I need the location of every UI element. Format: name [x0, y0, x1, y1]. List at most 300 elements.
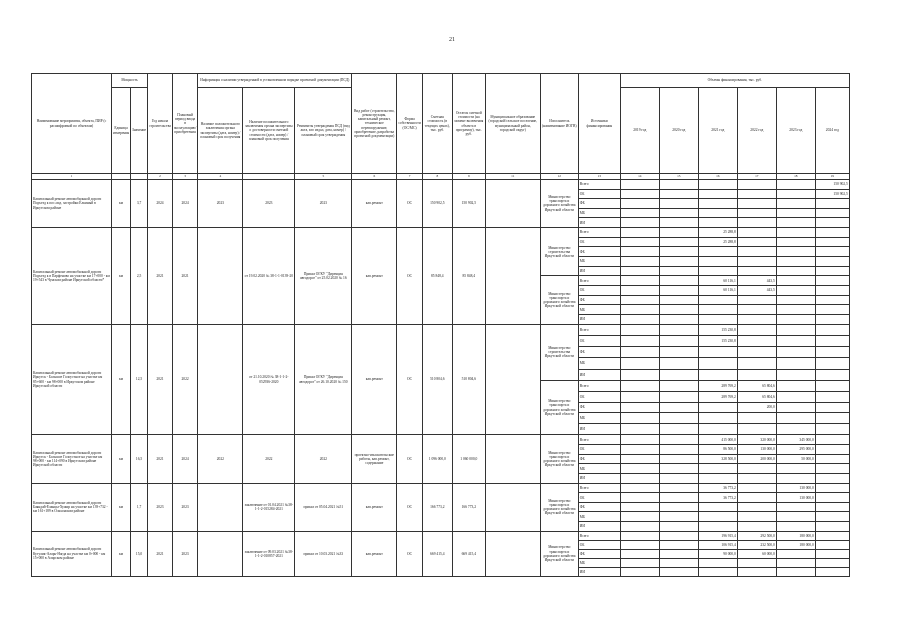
cost-conclusion: от 21.10.2020 № 38-1-1-2-052936-2020	[243, 324, 295, 434]
funding-amount	[737, 227, 776, 237]
funding-amount	[659, 444, 698, 454]
table-row	[32, 324, 850, 335]
table-row	[32, 483, 850, 493]
funding-source: ФБ	[578, 295, 620, 305]
funding-amount: 25 288,8	[698, 237, 737, 247]
funding-amount	[659, 336, 698, 347]
estimated-cost: 510 804,6	[422, 324, 452, 434]
funding-amount	[776, 257, 815, 267]
funding-amount	[776, 558, 815, 567]
column-number: 2	[148, 174, 173, 180]
funding-amount	[659, 208, 698, 218]
funding-amount	[698, 464, 737, 474]
funding-amount	[776, 424, 815, 435]
funding-amount: 328 500,0	[698, 454, 737, 464]
municipality	[485, 180, 540, 228]
capacity-unit: км	[112, 324, 131, 434]
capacity-unit: км	[112, 227, 131, 324]
funding-amount	[815, 531, 849, 540]
funding-source: ФБ	[578, 502, 620, 512]
page-number: 21	[449, 37, 455, 43]
header-year-2024: 2024 год	[815, 88, 849, 174]
funding-source: МБ	[578, 464, 620, 474]
funding-source: ИИ	[578, 424, 620, 435]
funding-amount	[659, 512, 698, 522]
funding-amount	[737, 522, 776, 532]
funding-amount	[659, 199, 698, 209]
funding-amount	[659, 493, 698, 503]
funding-amount	[659, 473, 698, 483]
expert-conclusion	[198, 531, 243, 576]
planned-period: 2024	[172, 435, 198, 483]
table-row	[32, 435, 850, 445]
column-number: 17	[737, 174, 776, 180]
start-year: 2021	[148, 531, 173, 576]
funding-amount	[620, 218, 659, 228]
funding-source: ОБ	[578, 189, 620, 199]
funding-source: ОБ	[578, 444, 620, 454]
funding-amount	[659, 402, 698, 413]
funding-amount	[659, 257, 698, 267]
funding-amount	[620, 227, 659, 237]
cost-conclusion: 2022	[243, 435, 295, 483]
capacity-unit: км	[112, 180, 131, 228]
start-year: 2021	[148, 435, 173, 483]
funding-amount	[815, 305, 849, 315]
funding-source: МБ	[578, 305, 620, 315]
funding-amount	[698, 347, 737, 358]
funding-amount: 295 000,0	[776, 444, 815, 454]
estimated-cost: 85 848,4	[422, 227, 452, 324]
funding-source: Всего	[578, 227, 620, 237]
funding-amount	[737, 266, 776, 276]
funding-amount: 130 000,0	[776, 493, 815, 503]
funding-amount: 443,5	[737, 286, 776, 296]
funding-amount	[776, 276, 815, 286]
funding-source: ИИ	[578, 567, 620, 576]
funding-source: ОБ	[578, 493, 620, 503]
column-number: 8	[422, 174, 452, 180]
funding-amount	[620, 483, 659, 493]
funding-source: ФБ	[578, 402, 620, 413]
header-remaining-cost: Остаток сметной стоимости (на момент включения объекта в программу), тыс. руб.	[452, 74, 485, 174]
funding-amount	[815, 380, 849, 391]
funding-amount	[776, 324, 815, 335]
table-row	[32, 180, 850, 190]
funding-amount	[620, 413, 659, 424]
remaining-cost: 85 848,4	[452, 227, 485, 324]
expert-conclusion	[198, 227, 243, 324]
funding-amount	[698, 315, 737, 325]
funding-amount	[815, 424, 849, 435]
funding-amount	[620, 502, 659, 512]
header-unit: Единица измерения	[112, 88, 131, 174]
funding-amount	[659, 347, 698, 358]
funding-amount	[737, 315, 776, 325]
funding-amount	[815, 347, 849, 358]
funding-amount: 232 500,0	[737, 540, 776, 549]
funding-amount	[815, 444, 849, 454]
funding-amount: 345 000,0	[776, 435, 815, 445]
header-year-2021: 2021 год	[698, 88, 737, 174]
object-name: Капитальный ремонт автомобильной дороги Подъезд к в Парфеново на участке км 17+000 - км 19+543 в Чунском районе Иркутской области*	[32, 227, 112, 324]
funding-amount	[737, 237, 776, 247]
psd-approval: Приказ ОГКУ "Дирекция автодорог" от 25.02.2020 № 16	[295, 227, 352, 324]
funding-amount	[737, 483, 776, 493]
funding-source: МБ	[578, 512, 620, 522]
funding-amount	[620, 305, 659, 315]
funding-amount: 65 804,6	[737, 391, 776, 402]
funding-amount	[737, 464, 776, 474]
funding-amount	[776, 358, 815, 369]
funding-amount	[659, 276, 698, 286]
funding-amount	[620, 402, 659, 413]
funding-amount	[737, 347, 776, 358]
funding-amount	[698, 180, 737, 190]
funding-source: ФБ	[578, 347, 620, 358]
column-number: 18	[776, 174, 815, 180]
funding-amount	[620, 247, 659, 257]
funding-amount	[620, 266, 659, 276]
ownership: ОС	[397, 180, 422, 228]
funding-amount	[620, 493, 659, 503]
column-number: 11	[485, 174, 540, 180]
header-estimated-cost: Сметная стоимость (в текущих ценах), тыс. руб.	[422, 74, 452, 174]
funding-source: ОБ	[578, 540, 620, 549]
column-number: 16	[698, 174, 737, 180]
funding-amount	[620, 567, 659, 576]
header-psd-info: Информация о наличии утвержденной в установленном порядке проектной документации (ПСД)	[198, 74, 352, 88]
remaining-cost: 150 902,5	[452, 180, 485, 228]
funding-amount	[737, 295, 776, 305]
funding-amount	[698, 295, 737, 305]
header-planned-period: Плановый период ввода в эксплуатацию/приобретения	[172, 74, 198, 174]
funding-amount	[659, 305, 698, 315]
funding-amount	[815, 502, 849, 512]
funding-amount	[698, 413, 737, 424]
header-name: Наименование мероприятия, объекта, ПИР (с расшифровкой по объектам)	[32, 74, 112, 174]
column-number: 1	[32, 174, 112, 180]
expert-conclusion: 2023	[198, 180, 243, 228]
funding-amount	[737, 358, 776, 369]
funding-amount	[776, 227, 815, 237]
funding-amount: 200,0	[737, 402, 776, 413]
funding-amount	[620, 531, 659, 540]
funding-amount	[737, 180, 776, 190]
funding-source: МБ	[578, 257, 620, 267]
funding-amount	[620, 189, 659, 199]
expert-conclusion	[198, 483, 243, 531]
funding-source: ИИ	[578, 522, 620, 532]
funding-amount	[815, 464, 849, 474]
funding-amount	[815, 522, 849, 532]
funding-amount	[659, 531, 698, 540]
funding-amount	[776, 336, 815, 347]
work-type: кап.ремонт	[352, 227, 397, 324]
funding-amount	[815, 558, 849, 567]
funding-amount	[698, 522, 737, 532]
funding-amount	[659, 391, 698, 402]
funding-amount	[659, 435, 698, 445]
funding-amount	[776, 380, 815, 391]
municipality	[485, 324, 540, 434]
header-municipality: Муниципальное образование (городской/сельское поселение, муниципальный район, городской округ)	[485, 74, 540, 174]
funding-amount	[776, 199, 815, 209]
funding-amount	[815, 336, 849, 347]
planned-period: 2022	[172, 324, 198, 434]
work-type: кап.ремонт	[352, 324, 397, 434]
funding-amount: 415 000,0	[698, 435, 737, 445]
funding-amount: 320 000,0	[737, 435, 776, 445]
funding-amount	[620, 358, 659, 369]
remaining-cost: 510 804,6	[452, 324, 485, 434]
start-year: 2023	[148, 483, 173, 531]
funding-source: ИИ	[578, 369, 620, 380]
funding-amount: 60 116,1	[698, 276, 737, 286]
header-cost-conclusion: Наличие положительного заключения органа экспертизы о достоверности сметной стоимости (дата, номер) / плановый срок получения	[243, 88, 295, 174]
funding-amount	[620, 464, 659, 474]
header-value: Значение	[131, 88, 148, 174]
funding-amount	[659, 502, 698, 512]
funding-source: ОБ	[578, 237, 620, 247]
funding-amount	[659, 464, 698, 474]
capacity-value: 3,7	[131, 180, 148, 228]
funding-amount	[737, 512, 776, 522]
planned-period: 2023	[172, 483, 198, 531]
funding-amount	[620, 315, 659, 325]
column-number: 5	[295, 174, 352, 180]
funding-amount: 155 230,8	[698, 336, 737, 347]
funding-amount: 25 288,8	[698, 227, 737, 237]
funding-amount	[737, 369, 776, 380]
capacity-value: 15,0	[131, 531, 148, 576]
funding-amount	[776, 391, 815, 402]
funding-amount	[659, 358, 698, 369]
header-psd-approval: Реквизиты утверждения ПСД (вид акта, кто издал, дата, номер) / плановый срок утверждения	[295, 88, 352, 174]
psd-approval: 2022	[295, 435, 352, 483]
object-name: Капитальный ремонт автомобильной дороги Кутулик-Аларь-Нагда на участке км 0+000 - км 15+000 в Аларском районе	[32, 531, 112, 576]
funding-amount	[815, 266, 849, 276]
funding-amount	[815, 324, 849, 335]
funding-amount	[815, 402, 849, 413]
funding-amount	[737, 208, 776, 218]
funding-amount	[815, 435, 849, 445]
column-number: 15	[659, 174, 698, 180]
funding-amount: 443,5	[737, 276, 776, 286]
funding-amount: 180 000,0	[776, 540, 815, 549]
planned-period: 2023	[172, 531, 198, 576]
funding-amount: 106 915,4	[698, 540, 737, 549]
funding-amount	[698, 218, 737, 228]
funding-amount: 60 116,1	[698, 286, 737, 296]
funding-amount	[620, 237, 659, 247]
funding-amount	[659, 266, 698, 276]
executor: Министерство транспорта и дорожного хозяйства Иркутской области	[540, 380, 578, 434]
funding-amount	[737, 502, 776, 512]
funding-amount	[815, 493, 849, 503]
funding-amount: 60 000,0	[737, 549, 776, 558]
funding-amount	[698, 424, 737, 435]
funding-source: Всего	[578, 483, 620, 493]
funding-source: Всего	[578, 435, 620, 445]
funding-source: ИИ	[578, 473, 620, 483]
funding-amount	[659, 424, 698, 435]
header-sources: Источники финансирования	[578, 74, 620, 174]
funding-source: ОБ	[578, 336, 620, 347]
funding-source: Всего	[578, 531, 620, 540]
funding-amount	[698, 473, 737, 483]
remaining-cost: 669 415,4	[452, 531, 485, 576]
funding-amount	[815, 454, 849, 464]
funding-amount	[815, 512, 849, 522]
executor: Министерство транспорта и дорожного хозяйства Иркутской области	[540, 276, 578, 324]
funding-amount	[659, 247, 698, 257]
funding-source: МБ	[578, 558, 620, 567]
funding-amount	[737, 189, 776, 199]
funding-amount	[659, 218, 698, 228]
funding-amount	[776, 315, 815, 325]
cost-conclusion: заключение от 09.03.2021 №38-1-1-2-010857-2021	[243, 531, 295, 576]
executor: Министерство транспорта и дорожного хозяйства Иркутской области	[540, 483, 578, 531]
funding-amount: 130 000,0	[737, 444, 776, 454]
funding-amount	[620, 444, 659, 454]
funding-amount	[815, 483, 849, 493]
funding-amount	[776, 266, 815, 276]
funding-amount	[659, 549, 698, 558]
funding-amount: 90 000,0	[698, 549, 737, 558]
header-expert-conclusion: Наличие положительного заключения органа экспертизы (дата, номер) / плановый срок получения	[198, 88, 243, 174]
ownership: ОС	[397, 324, 422, 434]
remaining-cost: 166 773,2	[452, 483, 485, 531]
funding-amount	[776, 464, 815, 474]
header-year-2020: 2020 год	[659, 88, 698, 174]
header-start-year: Год начала строительства	[148, 74, 173, 174]
funding-amount	[815, 358, 849, 369]
funding-amount	[659, 522, 698, 532]
estimated-cost: 1 096 000,0	[422, 435, 452, 483]
funding-amount	[620, 549, 659, 558]
funding-amount	[698, 257, 737, 267]
executor: Министерство строительства Иркутской области	[540, 227, 578, 275]
header-ownership: Форма собственности (ОС/МС)	[397, 74, 422, 174]
capacity-value: 16,5	[131, 435, 148, 483]
funding-amount	[698, 558, 737, 567]
funding-amount: 130 000,0	[776, 483, 815, 493]
object-name: Капитальный ремонт автомобильной дороги Баяндай-Еланцы-Хужир на участке км 139+732 - км 161+189 в Ольхонском районе	[32, 483, 112, 531]
funding-source: ФБ	[578, 549, 620, 558]
funding-amount	[620, 391, 659, 402]
ownership: ОС	[397, 483, 422, 531]
funding-amount	[815, 295, 849, 305]
column-number: 6	[352, 174, 397, 180]
funding-amount	[698, 369, 737, 380]
cost-conclusion: 2023	[243, 180, 295, 228]
funding-amount	[620, 473, 659, 483]
funding-amount	[659, 454, 698, 464]
funding-amount	[659, 567, 698, 576]
funding-amount	[620, 286, 659, 296]
funding-source: Всего	[578, 276, 620, 286]
funding-amount	[776, 208, 815, 218]
funding-amount	[737, 218, 776, 228]
funding-amount	[620, 276, 659, 286]
funding-amount: 180 000,0	[776, 531, 815, 540]
funding-amount	[620, 199, 659, 209]
funding-amount	[737, 257, 776, 267]
funding-amount	[776, 567, 815, 576]
funding-amount	[698, 402, 737, 413]
funding-amount	[659, 483, 698, 493]
funding-amount	[737, 336, 776, 347]
funding-amount	[815, 286, 849, 296]
funding-amount	[815, 218, 849, 228]
funding-source: ФБ	[578, 454, 620, 464]
start-year: 2021	[148, 324, 173, 434]
funding-source: ФБ	[578, 247, 620, 257]
funding-amount: 289 769,2	[698, 391, 737, 402]
capacity-value: 2,5	[131, 227, 148, 324]
funding-amount	[620, 558, 659, 567]
funding-amount	[698, 189, 737, 199]
start-year: 2024	[148, 180, 173, 228]
funding-amount	[620, 257, 659, 267]
funding-amount	[620, 522, 659, 532]
column-number: 7	[397, 174, 422, 180]
funding-amount	[659, 180, 698, 190]
funding-amount	[776, 502, 815, 512]
funding-amount	[815, 247, 849, 257]
psd-approval: 2023	[295, 180, 352, 228]
funding-amount	[620, 380, 659, 391]
funding-amount	[620, 424, 659, 435]
funding-amount	[620, 295, 659, 305]
funding-source: Всего	[578, 180, 620, 190]
executor: Министерство строительства Иркутской области	[540, 324, 578, 380]
funding-amount	[815, 549, 849, 558]
municipality	[485, 435, 540, 483]
funding-amount	[698, 247, 737, 257]
funding-amount: 155 230,8	[698, 324, 737, 335]
funding-amount	[815, 540, 849, 549]
funding-source: МБ	[578, 208, 620, 218]
funding-amount	[620, 435, 659, 445]
funding-amount	[737, 324, 776, 335]
municipality	[485, 483, 540, 531]
funding-amount	[737, 199, 776, 209]
object-name: Капитальный ремонт автомобильной дороги Иркутск - Большое Голоустное на участке км 98+000 - км 114+090 в Иркутском районе Иркутской области	[32, 435, 112, 483]
funding-amount: 50 000,0	[776, 454, 815, 464]
header-capacity: Мощность	[112, 74, 148, 88]
funding-source: ОБ	[578, 286, 620, 296]
funding-amount	[776, 180, 815, 190]
funding-amount	[776, 189, 815, 199]
column-number: 19	[815, 174, 849, 180]
funding-source: ИИ	[578, 266, 620, 276]
psd-approval: приказ от 10.03.2021 №33	[295, 531, 352, 576]
funding-amount	[659, 315, 698, 325]
estimated-cost: 166 773,2	[422, 483, 452, 531]
funding-amount	[659, 286, 698, 296]
funding-amount	[737, 247, 776, 257]
funding-amount	[698, 358, 737, 369]
funding-amount	[620, 347, 659, 358]
header-executor: Исполнитель (наименование ИОГВ)	[540, 74, 578, 174]
funding-amount	[776, 218, 815, 228]
funding-amount	[737, 493, 776, 503]
header-year-2022: 2022 год	[737, 88, 776, 174]
municipality	[485, 531, 540, 576]
funding-source: МБ	[578, 358, 620, 369]
